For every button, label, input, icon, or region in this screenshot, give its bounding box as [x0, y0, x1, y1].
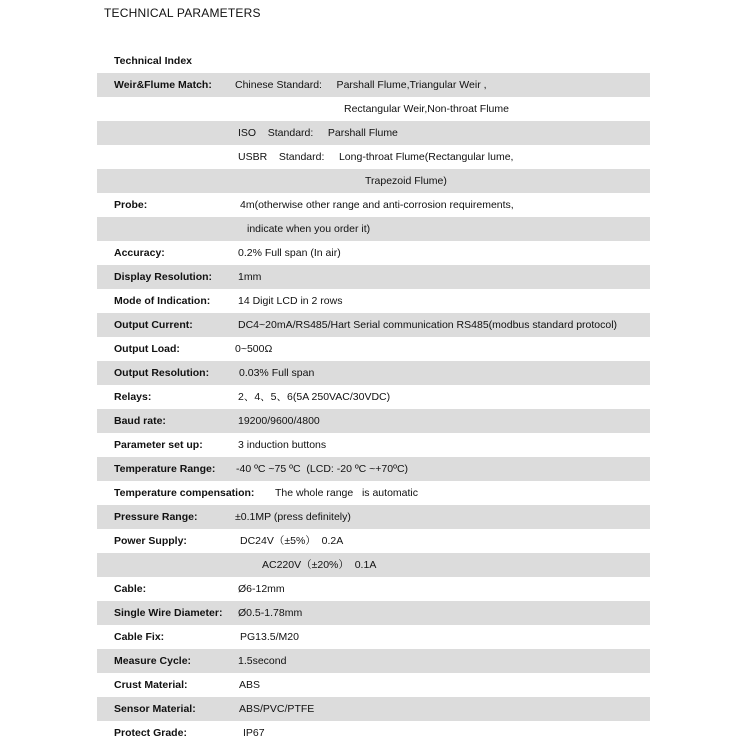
row-value: DC24V（±5%） 0.2A	[240, 535, 344, 547]
table-row	[97, 721, 650, 745]
row-label: Parameter set up:	[114, 439, 203, 451]
row-label: Sensor Material:	[114, 703, 196, 715]
row-label: Accuracy:	[114, 247, 165, 259]
table-row	[97, 313, 650, 337]
table-row	[97, 433, 650, 457]
row-value: 0.2% Full span (In air)	[238, 247, 341, 259]
row-value: 3 induction buttons	[238, 439, 327, 451]
row-label: Mode of Indication:	[114, 295, 211, 307]
row-value: 4m(otherwise other range and anti-corrosion requirements,	[240, 199, 514, 211]
table-row	[97, 601, 650, 625]
row-value: 2、4、5、6(5A 250VAC/30VDC)	[238, 391, 391, 403]
row-label: Pressure Range:	[114, 511, 198, 523]
row-label: Technical Index	[114, 55, 192, 67]
row-value: 1mm	[238, 271, 262, 283]
row-label: Temperature compensation:	[114, 487, 255, 499]
row-label: Baud rate:	[114, 415, 166, 427]
row-label: Protect Grade:	[114, 727, 187, 739]
table-row	[97, 97, 650, 121]
table-row	[97, 169, 650, 193]
row-label: Cable:	[114, 583, 147, 595]
table-row	[97, 289, 650, 313]
row-value: PG13.5/M20	[240, 631, 299, 643]
row-value: 1.5second	[238, 655, 287, 667]
page-title: TECHNICAL PARAMETERS	[104, 6, 261, 20]
row-value: AC220V（±20%） 0.1A	[262, 559, 377, 571]
table-row	[97, 49, 650, 73]
row-value: Trapezoid Flume)	[365, 175, 447, 187]
table-row	[97, 241, 650, 265]
table-row	[97, 265, 650, 289]
row-label: Cable Fix:	[114, 631, 165, 643]
row-label: Single Wire Diameter:	[114, 607, 223, 619]
row-value: USBR Standard: Long-throat Flume(Rectangular lume,	[238, 151, 514, 163]
row-value: Ø0.5-1.78mm	[238, 607, 303, 619]
table-row	[97, 673, 650, 697]
table-row	[97, 649, 650, 673]
table-row	[97, 361, 650, 385]
row-value: ISO Standard: Parshall Flume	[238, 127, 398, 139]
table-row	[97, 457, 650, 481]
row-label: Relays:	[114, 391, 152, 403]
table-row	[97, 385, 650, 409]
row-value: ±0.1MP (press definitely)	[235, 511, 351, 523]
row-label: Measure Cycle:	[114, 655, 192, 667]
table-row	[97, 217, 650, 241]
table-row	[97, 529, 650, 553]
row-label: Power Supply:	[114, 535, 187, 547]
table-row	[97, 337, 650, 361]
row-label: Temperature Range:	[114, 463, 216, 475]
row-value: indicate when you order it)	[247, 223, 371, 235]
table-row	[97, 625, 650, 649]
row-label: Crust Material:	[114, 679, 188, 691]
table-row	[97, 73, 650, 97]
row-value: 19200/9600/4800	[238, 415, 320, 427]
row-value: DC4~20mA/RS485/Hart Serial communication RS485(modbus standard protocol)	[238, 319, 618, 331]
row-value: 14 Digit LCD in 2 rows	[238, 295, 343, 307]
row-label: Output Current:	[114, 319, 193, 331]
row-label: Probe:	[114, 199, 148, 211]
row-label: Weir&Flume Match:	[114, 79, 212, 91]
table-row	[97, 553, 650, 577]
row-value: -40 ºC ~75 ºC (LCD: -20 ºC ~+70ºC)	[236, 463, 409, 475]
row-value: 0~500Ω	[235, 343, 273, 355]
row-label: Output Load:	[114, 343, 180, 355]
row-value: The whole range is automatic	[275, 487, 418, 499]
row-value: Chinese Standard: Parshall Flume,Triangular Weir ,	[235, 79, 487, 91]
row-label: Output Resolution:	[114, 367, 210, 379]
row-label: Display Resolution:	[114, 271, 213, 283]
row-value: ABS/PVC/PTFE	[239, 703, 315, 715]
row-value: IP67	[243, 727, 265, 739]
table-row	[97, 193, 650, 217]
table-row	[97, 481, 650, 505]
table-row	[97, 697, 650, 721]
row-value: Rectangular Weir,Non-throat Flume	[344, 103, 509, 115]
row-value: 0.03% Full span	[239, 367, 315, 379]
table-row	[97, 505, 650, 529]
table-row	[97, 145, 650, 169]
table-row	[97, 409, 650, 433]
row-value: Ø6-12mm	[238, 583, 285, 595]
parameters-table	[97, 49, 650, 745]
row-value: ABS	[239, 679, 261, 691]
table-row	[97, 121, 650, 145]
table-row	[97, 577, 650, 601]
